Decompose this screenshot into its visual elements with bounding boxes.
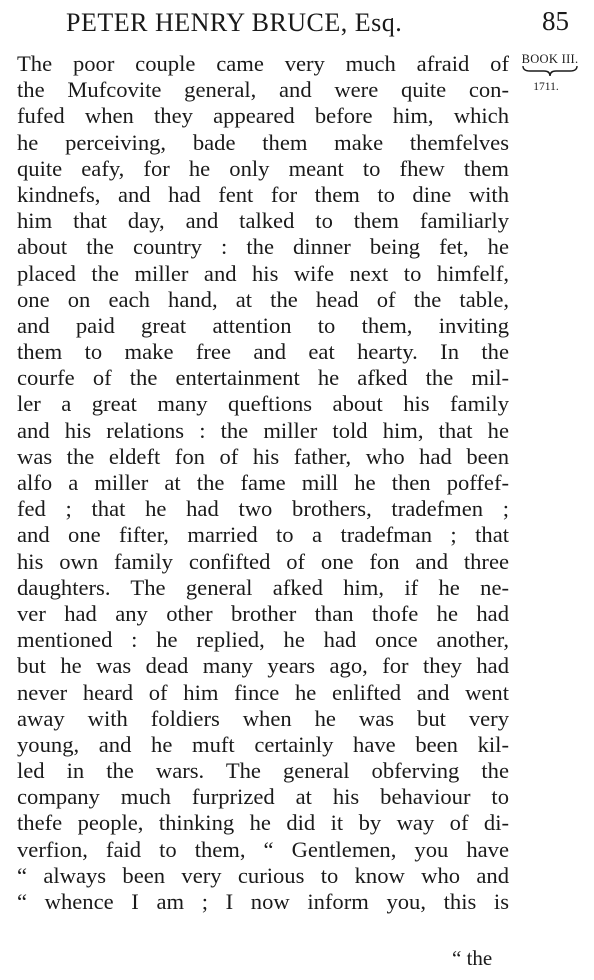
body-line: mentioned : he replied, he had once another, [17, 627, 509, 653]
margin-note [510, 52, 590, 93]
margin-book-label: BOOK III. [521, 52, 579, 66]
body-line: led in the wars. The general obferving the [17, 758, 509, 784]
body-line: away with foldiers when he was but very [17, 705, 509, 731]
body-line: verfion, faid to them, “ Gentlemen, you have [17, 836, 509, 862]
body-line: them to make free and eat hearty. In the [17, 339, 509, 365]
body-line: never heard of him fince he enlifted and went [17, 679, 509, 705]
body-line: his own family confifted of one fon and three [17, 548, 509, 574]
body-line: “ whence I am ; I now inform you, this is [17, 889, 509, 914]
body-line: was the eldeft fon of his father, who had been [17, 443, 509, 469]
body-line: fed ; that he had two brothers, tradefmen ; [17, 496, 509, 522]
body-line: daughters. The general afked him, if he ne- [17, 574, 509, 600]
body-line: him that day, and talked to them familiarly [17, 208, 509, 234]
body-line: thefe people, thinking he did it by way of di- [17, 810, 509, 836]
body-line: courfe of the entertainment he afked the mil- [17, 365, 509, 391]
body-line: alfo a miller at the fame mill he then poffef- [17, 470, 509, 495]
body-line: but he was dead many years ago, for they had [17, 653, 509, 679]
page-number: 85 [542, 6, 569, 36]
body-line: kindnefs, and had fent for them to dine with [17, 181, 509, 207]
body-line: ler a great many queftions about his family [17, 391, 509, 417]
body-line: fufed when they appeared before him, which [17, 103, 509, 129]
margin-year: 1711. [533, 81, 559, 93]
body-line: and one fifter, married to a tradefman ; that [17, 522, 509, 548]
body-line: placed the miller and his wife next to himfelf, [17, 260, 509, 286]
body-line: and his relations : the miller told him, that he [17, 417, 509, 443]
body-line: he perceiving, bade them make themfelves [17, 129, 509, 155]
body-line: young, and he muft certainly have been kil- [17, 731, 509, 757]
catchword: “ the [452, 946, 493, 970]
body-line: ver had any other brother than thofe he had [17, 600, 509, 626]
body-text [17, 51, 509, 915]
body-line: The poor couple came very much afraid of [17, 51, 509, 76]
body-line: one on each hand, at the head of the table, [17, 286, 509, 312]
running-head: PETER HENRY BRUCE, Esq. [66, 8, 403, 37]
body-line: company much furprized at his behaviour to [17, 784, 509, 810]
body-line: the Mufcovite general, and were quite con- [17, 77, 509, 103]
body-line: “ always been very curious to know who and [17, 862, 509, 888]
body-line: quite eafy, for he only meant to fhew them [17, 155, 509, 181]
body-line: and paid great attention to them, inviting [17, 312, 509, 338]
body-line: about the country : the dinner being fet, he [17, 234, 509, 260]
